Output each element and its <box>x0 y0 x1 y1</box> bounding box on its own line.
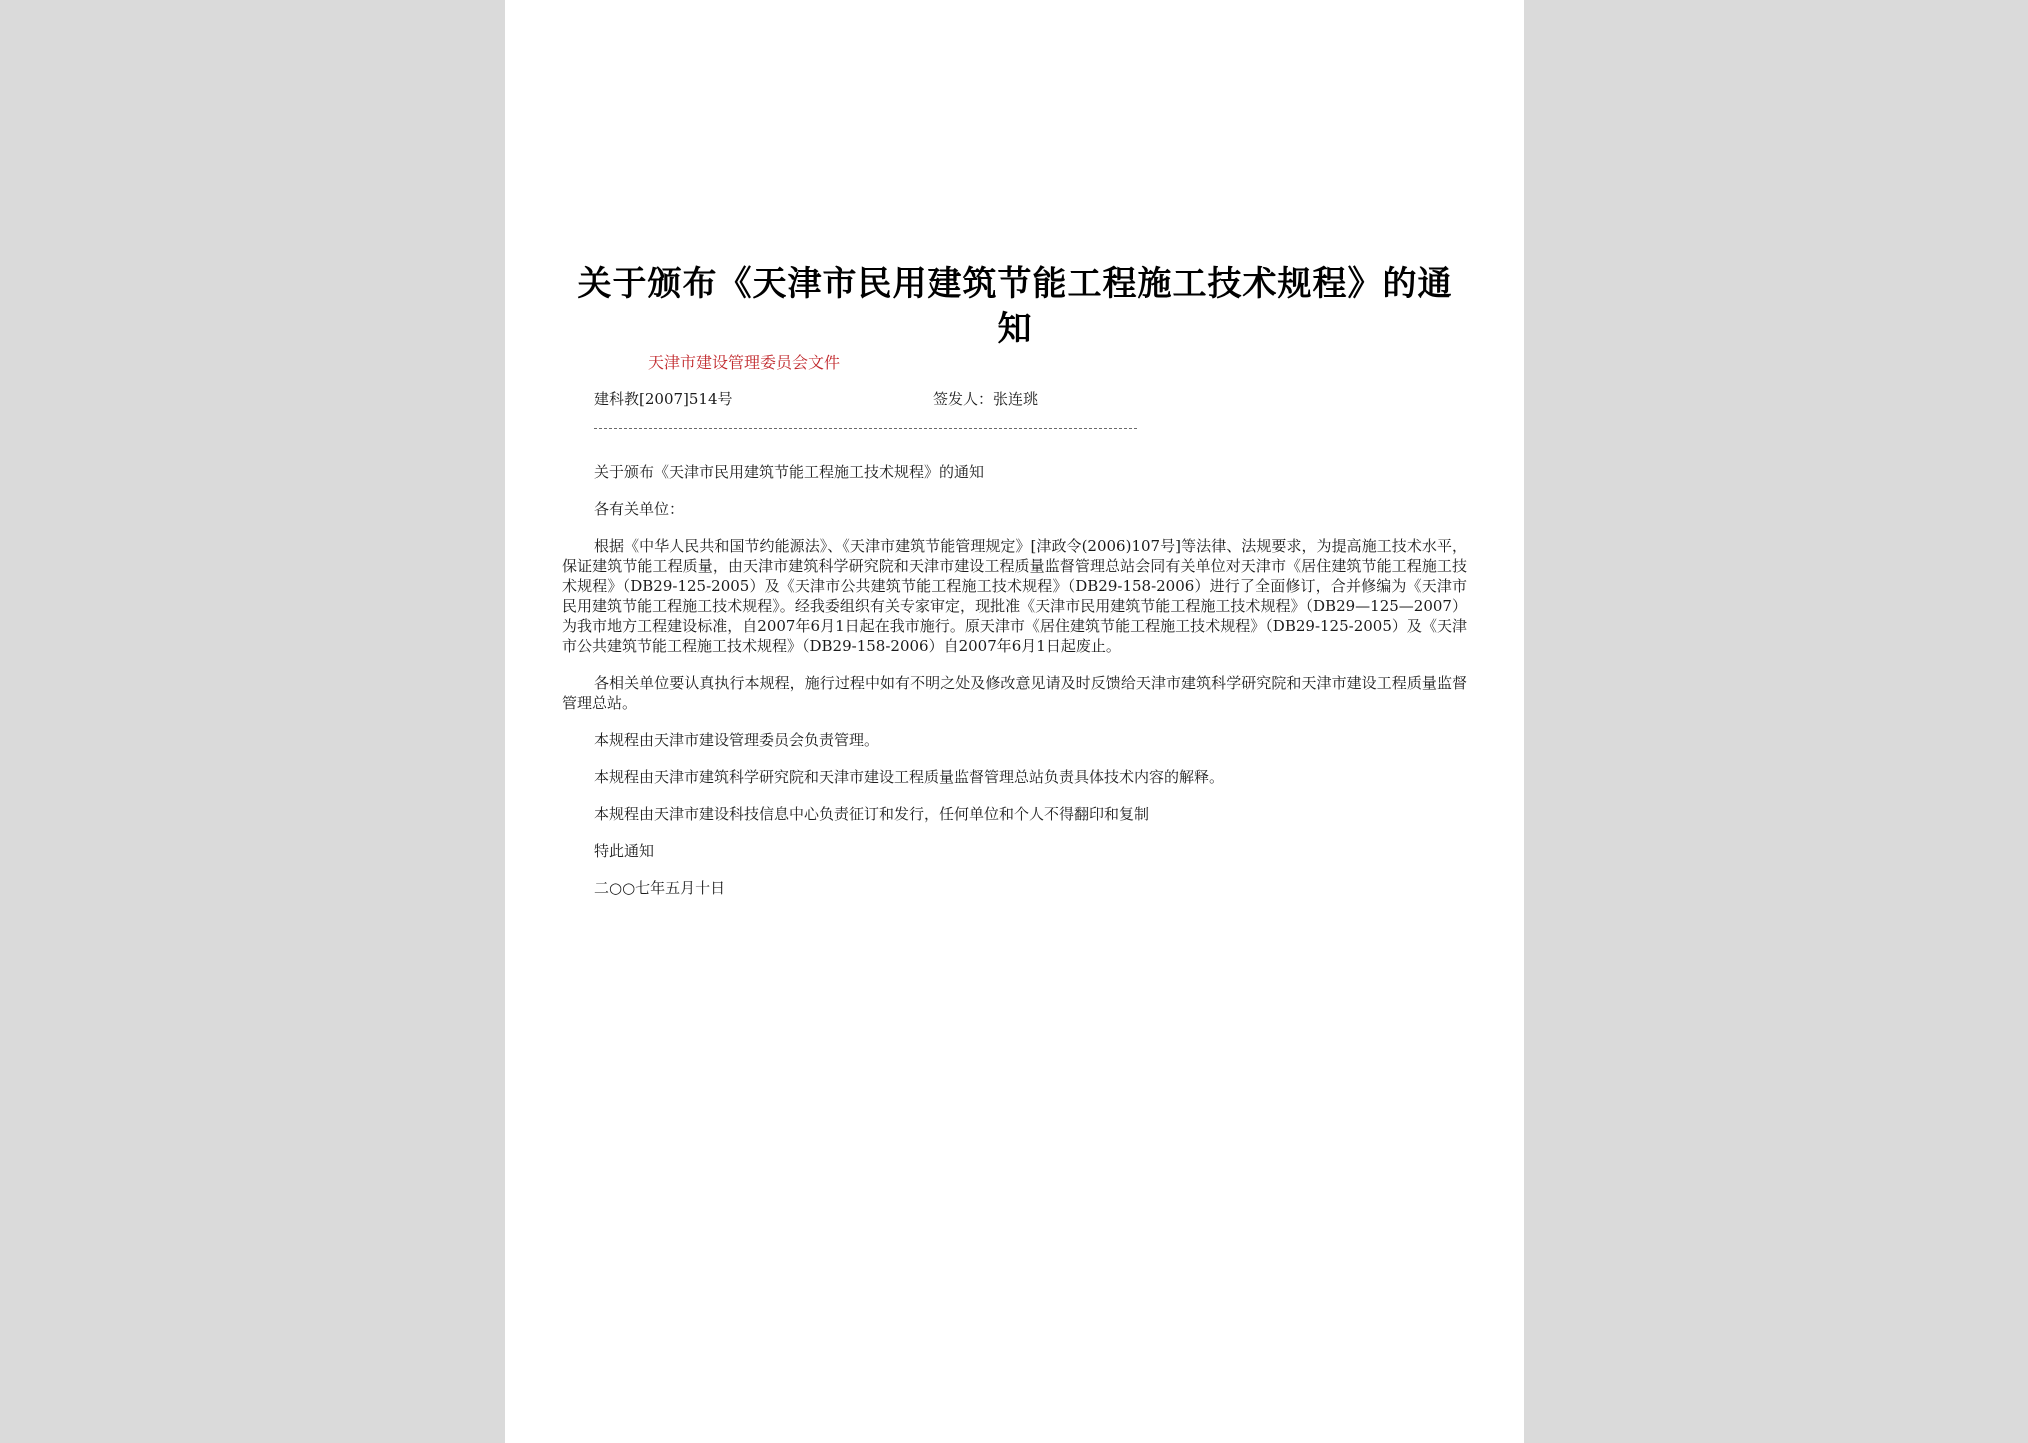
body-paragraph-distribution: 本规程由天津市建设科技信息中心负责征订和发行，任何单位和个人不得翻印和复制 <box>594 805 1150 823</box>
document-page <box>505 0 1524 1443</box>
body-paragraph-main: 根据《中华人民共和国节约能源法》、《天津市建筑节能管理规定》[津政令(2006)107号]等法律、法规要求，为提高施工技术水平，保证建筑节能工程质量，由天津市建筑科学研究院和天津市建设工程质量监督管理总站会同有关单位对天津市《居住建筑节能工程施工技术规程》（DB29-125-2005）及《天津市公共建筑节能工程施工技术规程》（DB29-158-2006）进行了全面修订，合并修编为《天津市民用建筑节能工程施工技术规程》。经我委组织有关专家审定，现批准《天津市民用建筑节能工程施工技术规程》（DB29—125—2007）为我市地方工程建设标准，自2007年6月1日起在我市施行。原天津市《居住建筑节能工程施工技术规程》（DB29-125-2005）及《天津市公共建筑节能工程施工技术规程》（DB29-158-2006）自2007年6月1日起废止。 <box>562 537 1467 655</box>
document-date: 二○○七年五月十日 <box>594 879 726 897</box>
signer: 签发人：张连珧 <box>933 390 1039 408</box>
body-paragraph-interpretation: 本规程由天津市建筑科学研究院和天津市建设工程质量监督管理总站负责具体技术内容的解释。 <box>594 768 1225 786</box>
body-paragraph-feedback: 各相关单位要认真执行本规程，施行过程中如有不明之处及修改意见请及时反馈给天津市建筑科学研究院和天津市建设工程质量监督管理总站。 <box>562 674 1467 712</box>
document-number: 建科教[2007]514号 <box>594 390 733 408</box>
document-title: 关于颁布《天津市民用建筑节能工程施工技术规程》的通知 <box>577 264 1453 349</box>
document-body <box>562 462 1467 915</box>
body-paragraph-management: 本规程由天津市建设管理委员会负责管理。 <box>594 731 880 749</box>
issuer-line: 天津市建设管理委员会文件 <box>648 353 841 372</box>
closing: 特此通知 <box>594 842 655 860</box>
dashed-divider <box>594 428 1137 429</box>
body-heading: 关于颁布《天津市民用建筑节能工程施工技术规程》的通知 <box>594 463 985 481</box>
salutation: 各有关单位： <box>594 500 685 518</box>
